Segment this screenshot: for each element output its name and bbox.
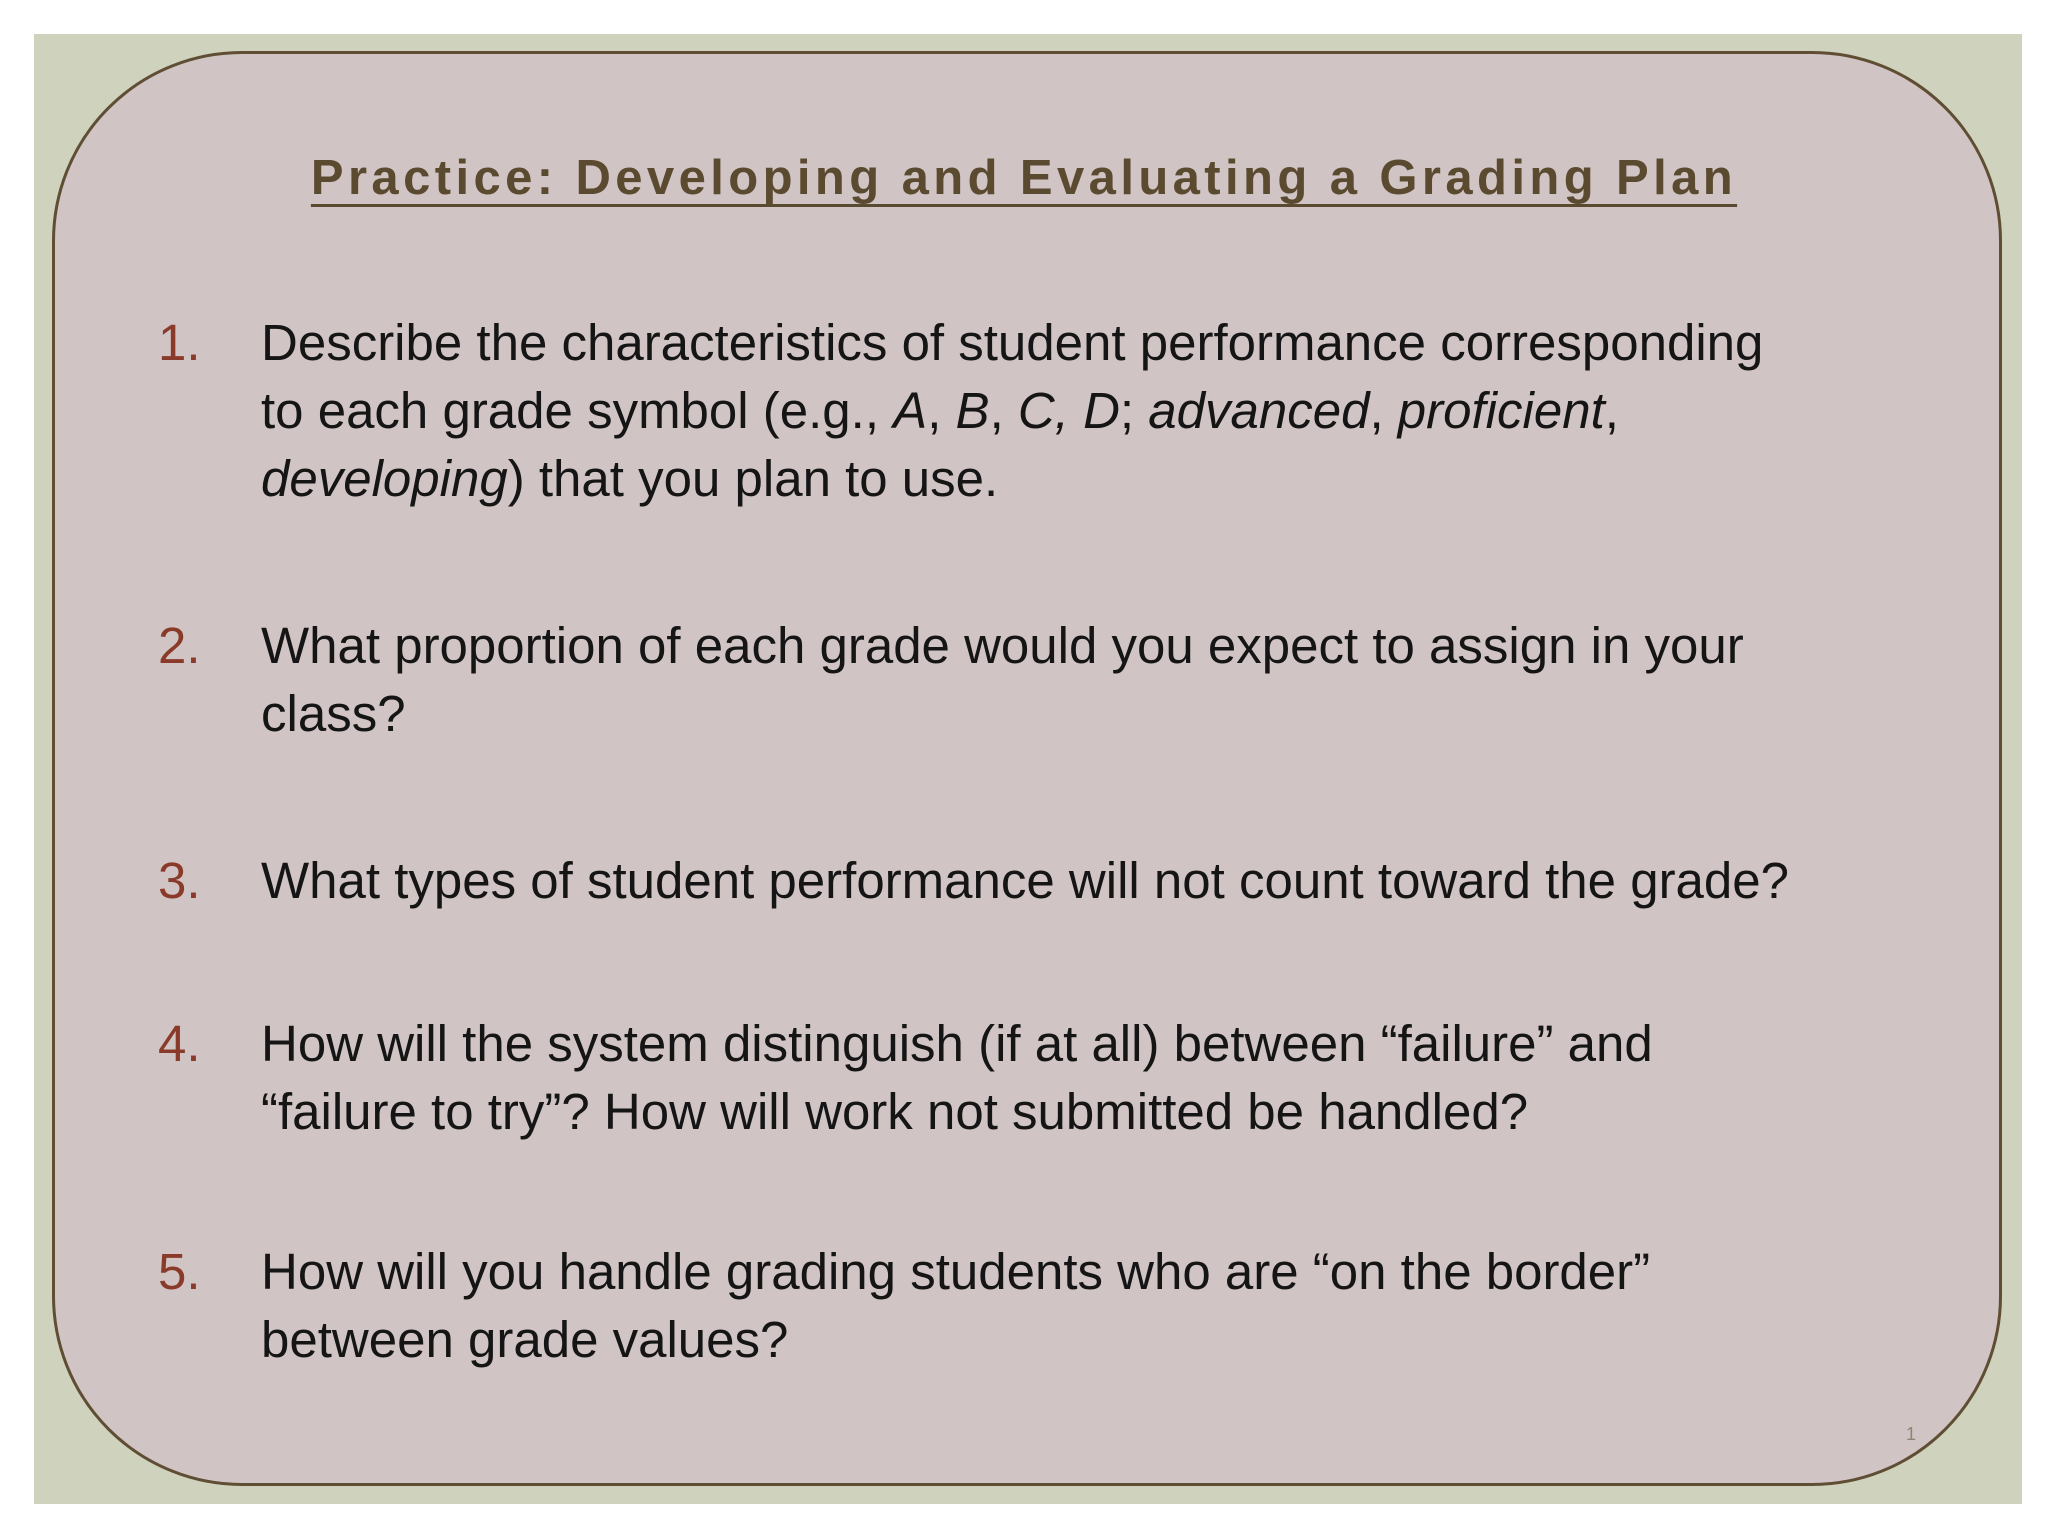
list-item-text (261, 1010, 1921, 1146)
grade-letters-cd: C, D (1017, 382, 1120, 439)
list-item-line: Describe the characteristics of student performance corresponding (261, 314, 1764, 371)
list-item-line: What types of student performance will not count toward the grade? (261, 852, 1790, 909)
list-item-text (261, 1238, 1921, 1374)
list-item-line (261, 445, 1921, 513)
list-item-line: class? (261, 685, 406, 742)
grade-term-proficient: proficient (1397, 382, 1605, 439)
list-item-segment: ) that you plan to use. (507, 450, 999, 507)
list-item-segment: , (927, 382, 956, 439)
list-item-number: 3. (158, 852, 201, 909)
list-item-segment: , (1604, 382, 1619, 439)
grade-letter-a: A (893, 382, 928, 439)
list-item-text (261, 612, 1921, 748)
list-item-line: between grade values? (261, 1311, 789, 1368)
list-item-text (261, 847, 1921, 915)
grade-letter-b: B (955, 382, 990, 439)
list-item-number: 4. (158, 1015, 201, 1072)
list-item-number: 2. (158, 617, 201, 674)
list-item-line (261, 377, 1921, 445)
list-item-segment: , (1369, 382, 1398, 439)
list-item-number: 5. (158, 1243, 201, 1300)
list-item-segment: , (989, 382, 1018, 439)
list-item-line: What proportion of each grade would you expect to assign in your (261, 617, 1744, 674)
list-item-number: 1. (158, 314, 201, 371)
page-number: 1 (1906, 1424, 1917, 1444)
list-item-line: How will the system distinguish (if at all) between “failure” and (261, 1015, 1653, 1072)
slide-title (0, 150, 2048, 206)
grade-term-developing: developing (261, 450, 508, 507)
list-item-line: How will you handle grading students who are “on the border” (261, 1243, 1651, 1300)
list-item-segment: to each grade symbol (e.g., (261, 382, 894, 439)
list-item-text (261, 309, 1921, 513)
list-item-segment: ; (1119, 382, 1149, 439)
slide-title-text: Practice: Developing and Evaluating a Grading Plan (310, 151, 1738, 205)
grade-term-advanced: advanced (1148, 382, 1370, 439)
list-item-line: “failure to try”? How will work not submitted be handled? (261, 1083, 1529, 1140)
